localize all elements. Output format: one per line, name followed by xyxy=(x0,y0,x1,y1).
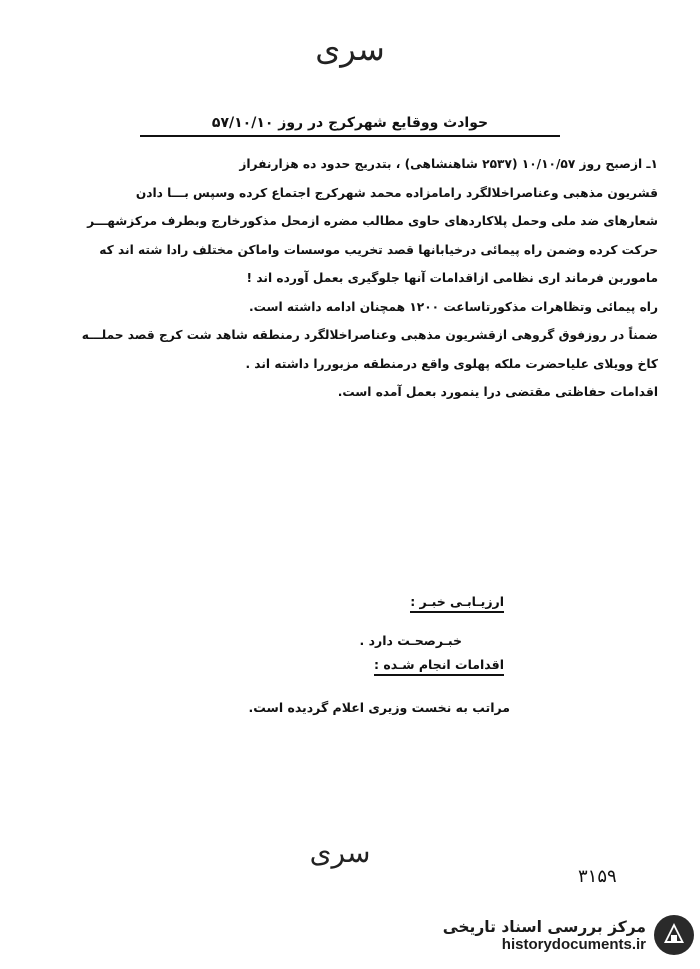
body-line: قشریون مذهبی وعناصراخلالگرد رامامزاده محمد شهرکرج اجتماع کرده وسپس بـــا دادن xyxy=(135,185,658,200)
body-line: کاخ وویلای علیاحضرت ملکه پهلوی واقع درمنطقه مزبوررا داشته اند . xyxy=(245,356,658,371)
classification-stamp-top: سری xyxy=(315,30,385,68)
watermark-url: historydocuments.ir xyxy=(501,935,646,953)
body-line: راه پیمائی وتظاهرات مذکورتاساعت ۱۲۰۰ همچنان ادامه داشته است. xyxy=(248,299,658,314)
body-line: اقدامات حفاظتی مقتضی درا ینمورد بعمل آمده است. xyxy=(337,385,658,399)
actions-taken-text: مراتب به نخست وزیری اعلام گردیده است. xyxy=(248,700,510,715)
document-center-logo-icon xyxy=(652,913,696,957)
classification-stamp-bottom: سری xyxy=(309,836,371,869)
document-body xyxy=(28,150,658,407)
watermark xyxy=(408,906,696,964)
watermark-org-name: مرکز بررسی اسناد تاریخی xyxy=(442,917,646,936)
actions-taken-label: اقدامات انجام شـده : xyxy=(374,657,504,676)
body-line: ۱ـ ازصبح روز ۱۰/۱۰/۵۷ (۲۵۳۷ شاهنشاهی) ، بتدریج حدود ده هزارنفراز xyxy=(239,157,658,171)
body-line: شعارهای ضد ملی وحمل پلاکاردهای حاوی مطالب مضره ازمحل مذکورخارج وبطرف مرکزشهـــر xyxy=(87,214,658,228)
document-number: ۳۱۵۹ xyxy=(578,866,617,887)
evaluation-label: ارزیـابـی خبـر : xyxy=(410,594,504,613)
document-title: حوادث ووقایع شهرکرج در روز ۵۷/۱۰/۱۰ xyxy=(140,115,560,137)
body-line: ماموربن فرماند اری نظامی ازاقدامات آنها جلوگیری بعمل آورده اند ! xyxy=(246,271,658,285)
body-line: ضمناً در روزفوق گروهی ازقشریون مذهبی وعناصراخلالگرد رمنطقه شاهد شت کرج قصد حملـــه xyxy=(81,328,658,342)
body-line: حرکت کرده وضمن راه پیمائی درخیابانها قصد تخریب موسسات واماکن مختلف رادا شته اند که xyxy=(99,242,658,257)
evaluation-text: خبـرصحـت دارد . xyxy=(359,633,462,648)
watermark-text xyxy=(443,918,646,953)
